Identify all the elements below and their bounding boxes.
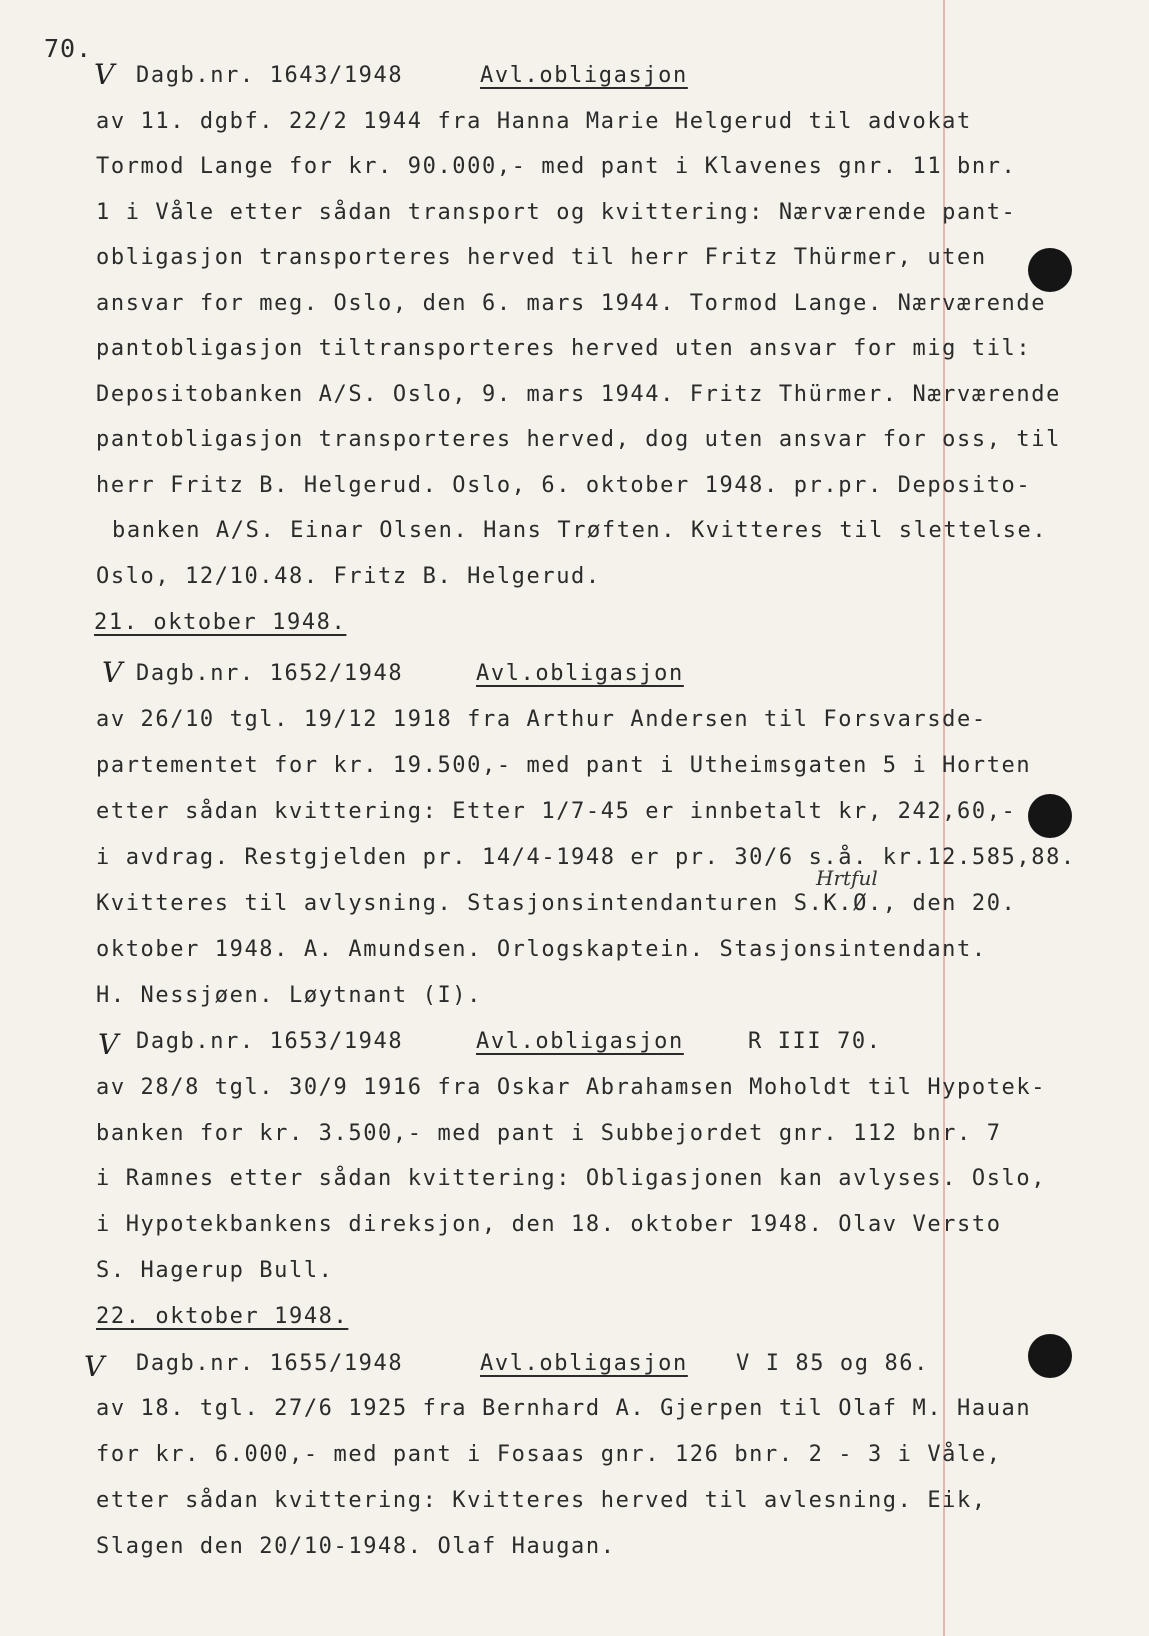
- entry-line: partementet for kr. 19.500,- med pant i Utheimsgaten 5 i Horten: [96, 753, 1032, 778]
- date-heading: 22. oktober 1948.: [96, 1304, 349, 1329]
- entry-line: Depositobanken A/S. Oslo, 9. mars 1944. Fritz Thürmer. Nærværende: [96, 382, 1061, 407]
- binder-hole: [1028, 248, 1072, 292]
- entry-type: Avl.obligasjon: [476, 1029, 684, 1054]
- entry-line: 1 i Våle etter sådan transport og kvittering: Nærværende pant-: [96, 200, 1017, 225]
- entry-line: banken for kr. 3.500,- med pant i Subbejordet gnr. 112 bnr. 7: [96, 1121, 1002, 1146]
- checkmark: V: [84, 1350, 105, 1383]
- entry-line: etter sådan kvittering: Kvitteres herved til avlesning. Eik,: [96, 1488, 987, 1513]
- entry-line: Slagen den 20/10-1948. Olaf Haugan.: [96, 1534, 616, 1559]
- binder-hole: [1028, 794, 1072, 838]
- entry-type: Avl.obligasjon: [480, 1351, 688, 1376]
- entry-type: Avl.obligasjon: [476, 661, 684, 686]
- entry-line: pantobligasjon transporteres herved, dog uten ansvar for oss, til: [96, 427, 1061, 452]
- entry-dagb-number: Dagb.nr. 1652/1948: [136, 661, 404, 686]
- entry-reference: R III 70.: [748, 1029, 882, 1054]
- page-number: 70.: [44, 34, 93, 63]
- entry-line: banken A/S. Einar Olsen. Hans Trøften. Kvitteres til slettelse.: [112, 518, 1048, 543]
- checkmark: V: [102, 656, 123, 689]
- entry-type: Avl.obligasjon: [480, 63, 688, 88]
- entry-line: pantobligasjon tiltransporteres herved uten ansvar for mig til:: [96, 336, 1032, 361]
- entry-line: Tormod Lange for kr. 90.000,- med pant i Klavenes gnr. 11 bnr.: [96, 154, 1017, 179]
- entry-line: av 26/10 tgl. 19/12 1918 fra Arthur Andersen til Forsvarsde-: [96, 707, 987, 732]
- entry-line: av 18. tgl. 27/6 1925 fra Bernhard A. Gjerpen til Olaf M. Hauan: [96, 1396, 1032, 1421]
- entry-line: i Ramnes etter sådan kvittering: Obligasjonen kan avlyses. Oslo,: [96, 1166, 1047, 1191]
- entry-line: oktober 1948. A. Amundsen. Orlogskaptein. Stasjonsintendant.: [96, 937, 987, 962]
- checkmark: V: [94, 58, 115, 91]
- entry-line: av 11. dgbf. 22/2 1944 fra Hanna Marie Helgerud til advokat: [96, 109, 972, 134]
- handwritten-note: Hrtful: [816, 866, 878, 890]
- checkmark: V: [98, 1028, 119, 1061]
- entry-line: av 28/8 tgl. 30/9 1916 fra Oskar Abrahamsen Moholdt til Hypotek-: [96, 1075, 1047, 1100]
- entry-line: Kvitteres til avlysning. Stasjonsintendanturen S.K.Ø., den 20.: [96, 891, 1017, 916]
- entry-line: Oslo, 12/10.48. Fritz B. Helgerud.: [96, 564, 601, 589]
- entry-line: i avdrag. Restgjelden pr. 14/4-1948 er pr. 30/6 s.å. kr.12.585,88.: [96, 845, 1076, 870]
- entry-line: herr Fritz B. Helgerud. Oslo, 6. oktober 1948. pr.pr. Deposito-: [96, 473, 1032, 498]
- entry-dagb-number: Dagb.nr. 1643/1948: [136, 63, 404, 88]
- entry-line: ansvar for meg. Oslo, den 6. mars 1944. Tormod Lange. Nærværende: [96, 291, 1047, 316]
- entry-line: S. Hagerup Bull.: [96, 1258, 334, 1283]
- entry-line: etter sådan kvittering: Etter 1/7-45 er innbetalt kr, 242,60,-: [96, 799, 1017, 824]
- entry-line: obligasjon transporteres herved til herr Fritz Thürmer, uten: [96, 245, 987, 270]
- entry-dagb-number: Dagb.nr. 1655/1948: [136, 1351, 404, 1376]
- entry-line: i Hypotekbankens direksjon, den 18. oktober 1948. Olav Versto: [96, 1212, 1002, 1237]
- date-heading: 21. oktober 1948.: [94, 610, 347, 635]
- binder-hole: [1028, 1334, 1072, 1378]
- entry-line: H. Nessjøen. Løytnant (I).: [96, 983, 482, 1008]
- entry-dagb-number: Dagb.nr. 1653/1948: [136, 1029, 404, 1054]
- entry-reference: V I 85 og 86.: [736, 1351, 929, 1376]
- entry-line: for kr. 6.000,- med pant i Fosaas gnr. 126 bnr. 2 - 3 i Våle,: [96, 1442, 1002, 1467]
